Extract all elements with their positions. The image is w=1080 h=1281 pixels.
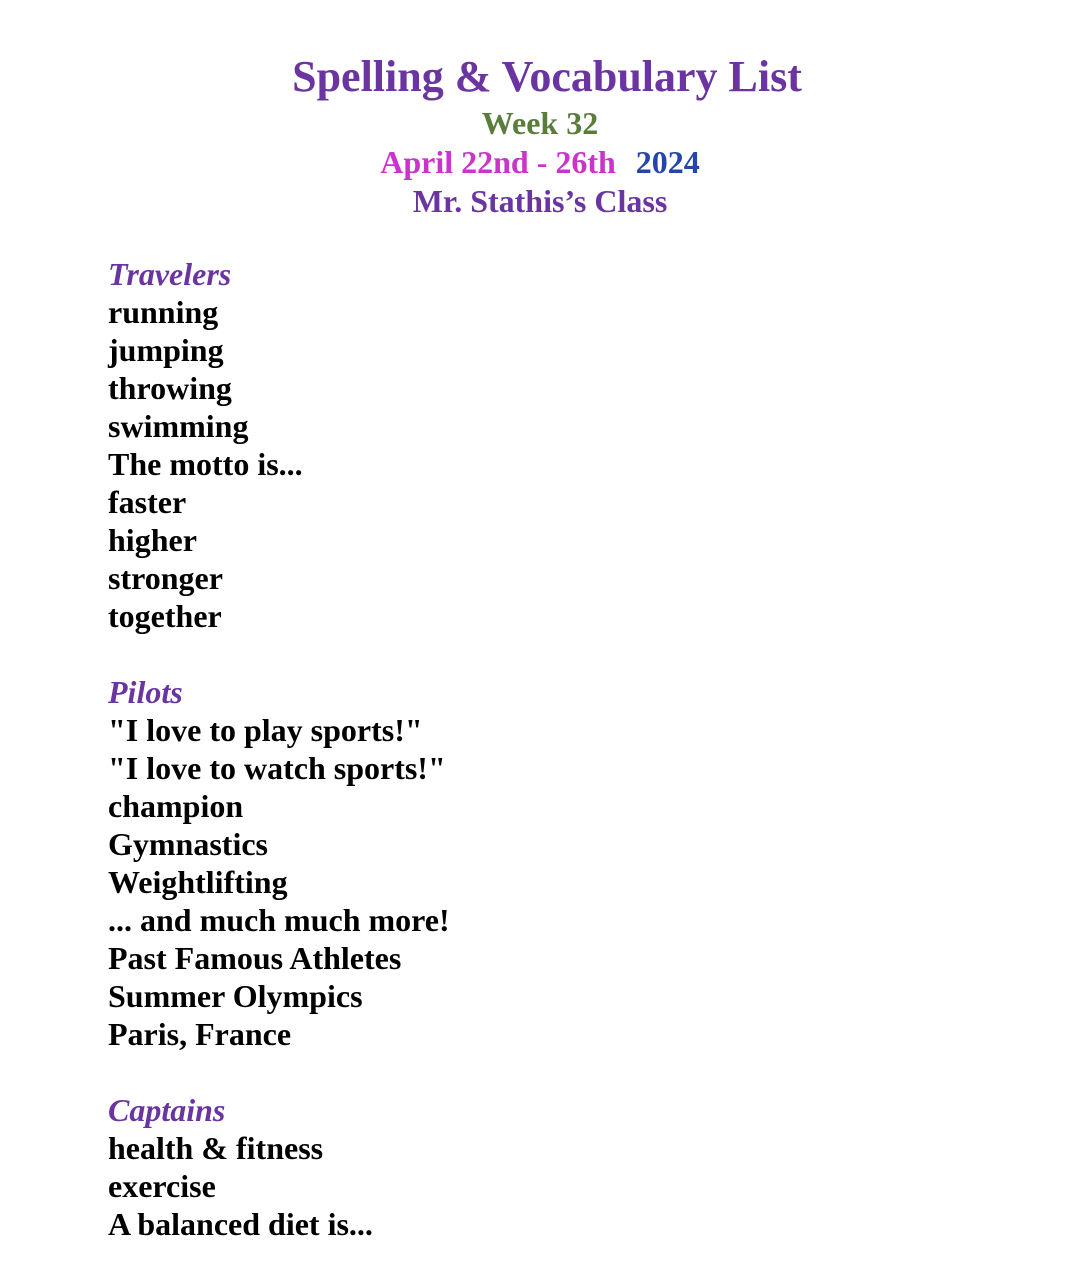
list-item: ... and much much more! bbox=[108, 902, 450, 938]
list-item: The motto is... bbox=[108, 446, 303, 482]
teacher-class-label: Mr. Stathis’s Class bbox=[412, 183, 668, 219]
list-item: higher bbox=[108, 522, 197, 558]
list-item: swimming bbox=[108, 408, 249, 444]
group-title: Captains bbox=[108, 1092, 226, 1128]
page-header bbox=[0, 50, 1080, 220]
list-item: Paris, France bbox=[108, 1016, 292, 1052]
list-item: together bbox=[108, 598, 222, 634]
list-item: Gymnastics bbox=[108, 826, 268, 862]
list-item: A balanced diet is... bbox=[108, 1206, 373, 1242]
list-item: champion bbox=[108, 788, 244, 824]
list-item: "I love to play sports!" bbox=[108, 712, 423, 748]
group-travelers bbox=[108, 255, 1008, 635]
list-item: exercise bbox=[108, 1168, 216, 1204]
word-list-content bbox=[108, 255, 1008, 1281]
list-item: running bbox=[108, 294, 219, 330]
list-item: Summer Olympics bbox=[108, 978, 363, 1014]
list-item: health & fitness bbox=[108, 1130, 324, 1166]
group-title: Travelers bbox=[108, 256, 232, 292]
year-label: 2024 bbox=[635, 144, 700, 180]
list-item: stronger bbox=[108, 560, 223, 596]
date-range: April 22nd - 26th bbox=[380, 144, 616, 180]
group-pilots bbox=[108, 673, 1008, 1053]
week-label: Week 32 bbox=[481, 105, 599, 141]
page-title: Spelling & Vocabulary List bbox=[292, 52, 802, 101]
list-item: jumping bbox=[108, 332, 224, 368]
list-item: throwing bbox=[108, 370, 232, 406]
group-captains bbox=[108, 1091, 1008, 1243]
date-range-line bbox=[0, 142, 1080, 182]
list-item: Past Famous Athletes bbox=[108, 940, 402, 976]
list-item: Weightlifting bbox=[108, 864, 288, 900]
list-item: faster bbox=[108, 484, 187, 520]
group-title: Pilots bbox=[108, 674, 183, 710]
list-item: "I love to watch sports!" bbox=[108, 750, 446, 786]
